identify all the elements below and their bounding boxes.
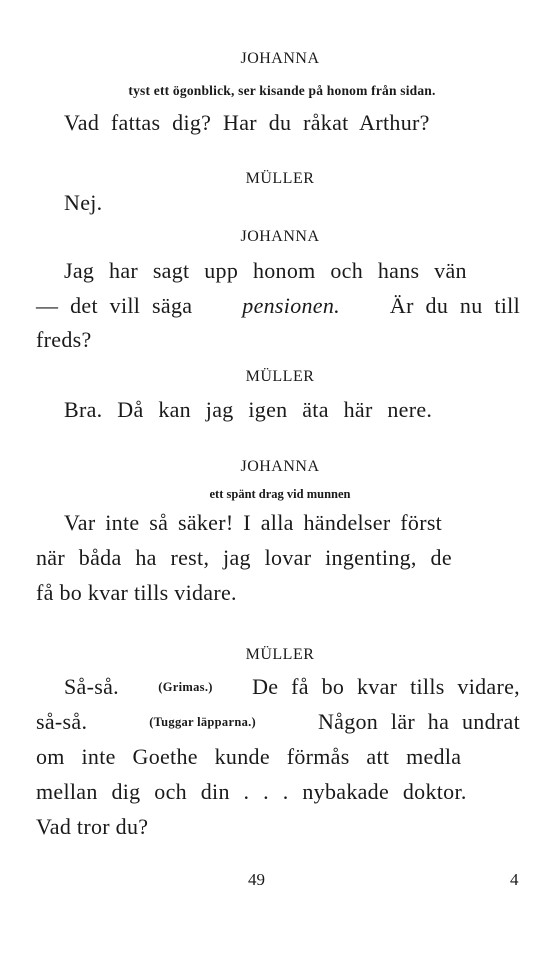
- speaker-johanna-2: JOHANNA: [240, 228, 320, 245]
- speaker-johanna-3: JOHANNA: [240, 458, 320, 475]
- line-14: Vad tror du?: [36, 814, 149, 839]
- line-11-part-b: Någon lär ha undrat: [317, 709, 520, 734]
- line-12: om inte Goethe kunde förmås att medla: [36, 744, 462, 769]
- stage-direction-3: (Grimas.): [158, 679, 213, 694]
- page-number: 49: [248, 870, 265, 889]
- line-8: när båda ha rest, jag lovar ingenting, de: [36, 545, 452, 570]
- stage-direction-4: (Tuggar läpparna.): [149, 714, 257, 729]
- stage-direction-1: tyst ett ögonblick, ser kisande på honom från sidan.: [128, 83, 436, 98]
- line-7: Var inte så säker! I alla händelser först: [64, 510, 443, 535]
- stage-direction-2: ett spänt drag vid munnen: [209, 487, 351, 501]
- line-11-part-a: så-så.: [36, 709, 88, 734]
- line-10: [64, 674, 520, 700]
- line-4-italic-pensionen: pensionen.: [242, 293, 340, 318]
- line-13: mellan dig och din . . . nybakade doktor.: [36, 779, 467, 804]
- line-2: Nej.: [64, 190, 103, 215]
- line-3: Jag har sagt upp honom och hans vän: [64, 258, 467, 283]
- signature-mark: 4: [510, 870, 519, 889]
- line-4-part-a: — det vill säga: [36, 293, 193, 318]
- line-10-part-a: Så-så.: [64, 674, 119, 699]
- speaker-muller-3: MÜLLER: [245, 646, 315, 663]
- speaker-muller-2: MÜLLER: [245, 368, 315, 385]
- line-9: få bo kvar tills vidare.: [36, 580, 237, 605]
- line-11: [36, 709, 520, 735]
- speaker-johanna-1: JOHANNA: [240, 50, 320, 67]
- line-10-part-b: De få bo kvar tills vidare,: [252, 674, 520, 699]
- line-4-part-c: Är du nu till: [389, 293, 520, 318]
- line-1: Vad fattas dig? Har du råkat Arthur?: [64, 110, 430, 135]
- line-4: [36, 293, 520, 319]
- line-5: freds?: [36, 327, 92, 352]
- line-6: Bra. Då kan jag igen äta här nere.: [64, 397, 433, 422]
- speaker-muller-1: MÜLLER: [245, 170, 315, 187]
